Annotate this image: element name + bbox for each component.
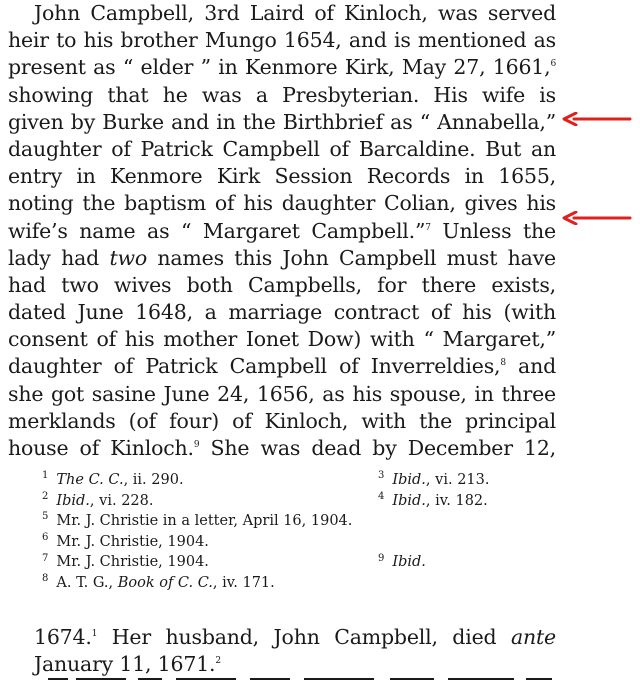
footnote-ref: 1 [91, 629, 98, 640]
footnote-2 [42, 491, 153, 512]
footnote-ref: 9 [193, 440, 200, 451]
footnote-4 [378, 491, 488, 512]
text-run: wife’s name as “ Margaret Campbell.” [8, 218, 426, 243]
text-run: names this John Campbell must have [157, 245, 556, 270]
italic-text: two [109, 245, 147, 270]
text-run: lady had [8, 245, 100, 270]
footnote-row [0, 511, 640, 532]
text-run: Mr. J. Christie, 1904. [56, 554, 209, 571]
text-line: daughter of Patrick Campbell of Barcaldine. But an [8, 136, 556, 161]
text-line [34, 651, 556, 678]
footnote-6 [42, 532, 209, 553]
footnote-row [0, 470, 640, 491]
text-line: she got sasine June 24, 1656, as his spouse, in three [8, 381, 556, 406]
text-run: A. T. G., [56, 574, 114, 591]
footnote-3 [378, 470, 489, 491]
footnote-row [0, 552, 640, 573]
footnote-8 [42, 573, 275, 594]
footnote-number: 1 [42, 470, 49, 482]
text-run: January 11, 1671. [34, 652, 216, 677]
footnote-row [0, 491, 640, 512]
footnote-7 [42, 552, 209, 573]
text-run: , vi. 213. [425, 472, 490, 488]
text-line [8, 435, 556, 462]
text-line [8, 54, 556, 81]
footnote-ref: 7 [425, 222, 431, 233]
footnote-number: 3 [378, 470, 385, 482]
red-arrow-icon [562, 112, 632, 126]
text-run: Unless the [442, 218, 556, 243]
text-line: given by Burke and in the Birthbrief as “ Annabella,” [8, 109, 556, 134]
text-run: , vi. 228. [89, 492, 154, 509]
footnote-row [0, 532, 640, 553]
text-run: She was dead by December 12, [210, 436, 556, 460]
italic-text: Book of C. C. [117, 574, 213, 591]
footnote-row [0, 573, 640, 594]
footnote-5 [42, 511, 352, 532]
text-run: , ii. 290. [123, 472, 184, 488]
red-arrow-icon [562, 211, 632, 225]
footnote-number: 6 [42, 531, 49, 543]
body-text [8, 0, 556, 462]
footnote-number: 5 [42, 511, 49, 523]
footnote-ref: 8 [500, 358, 506, 369]
text-line: dated June 1648, a marriage contract of his (with [8, 300, 556, 325]
text-line [8, 218, 556, 245]
continuation-text [34, 624, 556, 678]
text-run: , iv. 171. [212, 574, 275, 591]
italic-text: ante [510, 625, 556, 649]
text-run: Mr. J. Christie in a letter, April 16, 1904. [56, 513, 353, 530]
footnote-number: 4 [378, 490, 385, 502]
text-line [8, 353, 556, 380]
footnote-ref: 6 [550, 59, 556, 70]
text-run: Mr. J. Christie, 1904. [56, 533, 209, 550]
footnote-number: 2 [42, 490, 49, 502]
text-run: present as “ elder ” in Kenmore Kirk, May 27, 1661, [8, 55, 551, 80]
footnote-number: 7 [42, 552, 49, 564]
footnote-ref: 2 [215, 656, 221, 667]
text-run: , iv. 182. [425, 492, 488, 509]
text-line [8, 245, 556, 272]
italic-text: Ibid. [392, 492, 426, 509]
cropped-text-line [34, 676, 554, 680]
footnote-number: 8 [42, 573, 49, 585]
italic-text: Ibid. [392, 472, 426, 488]
text-run: daughter of Patrick Campbell of Inverreldies, [8, 354, 501, 379]
text-line: showing that he was a Presbyterian. His wife is [8, 82, 556, 107]
text-run: house of Kinloch. [8, 436, 194, 460]
footnotes [0, 470, 640, 594]
italic-text: Ibid. [392, 554, 426, 571]
text-line: merklands (of four) of Kinloch, with the principal [8, 408, 556, 433]
text-run: and [518, 354, 556, 379]
text-run: 1674. [34, 625, 92, 649]
italic-text: The C. C. [56, 472, 124, 488]
text-line: heir to his brother Mungo 1654, and is mentioned as [8, 28, 556, 53]
text-run: Her husband, John Campbell, died [111, 625, 497, 649]
text-line: John Campbell, 3rd Laird of Kinloch, was served [34, 1, 556, 25]
footnote-1 [42, 470, 184, 491]
text-line: noting the baptism of his daughter Colian, gives his [8, 191, 556, 216]
footnote-number: 9 [378, 552, 385, 564]
italic-text: Ibid. [56, 492, 90, 509]
text-line: entry in Kenmore Kirk Session Records in 1655, [8, 164, 556, 189]
footnote-9 [378, 552, 426, 573]
text-line [34, 624, 556, 651]
text-line: consent of his mother Ionet Dow) with “ Margaret,” [8, 327, 556, 352]
text-line: had two wives both Campbells, for there exists, [8, 272, 556, 297]
